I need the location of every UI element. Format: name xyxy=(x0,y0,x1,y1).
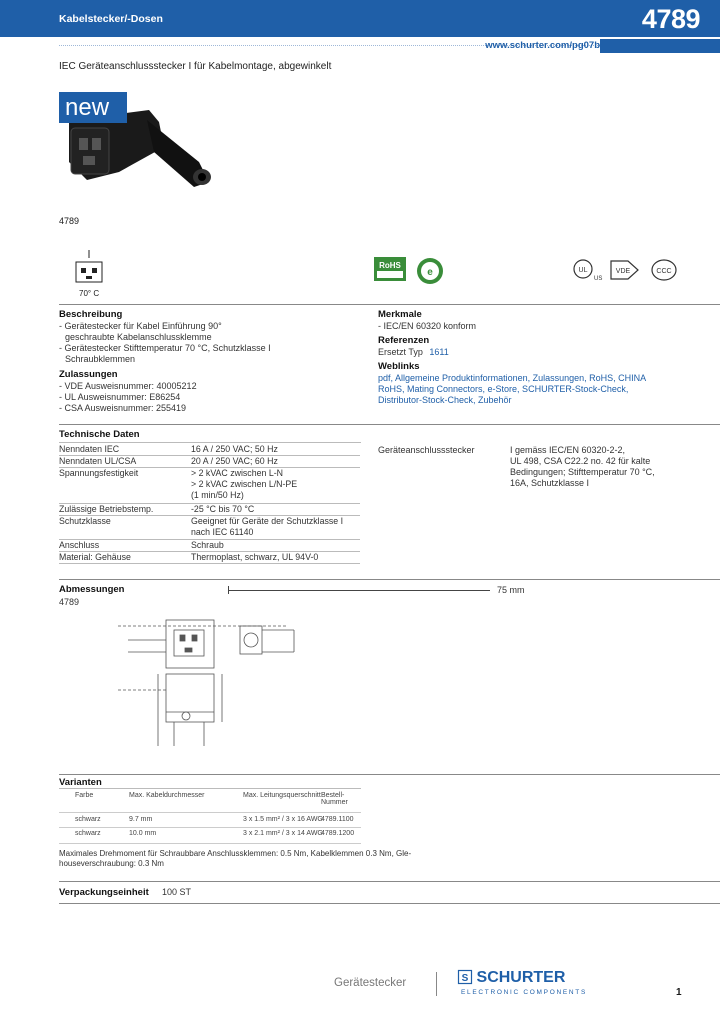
schurter-logo-icon xyxy=(458,970,472,984)
weblinks-heading: Weblinks xyxy=(378,361,420,372)
section-divider xyxy=(59,579,720,580)
merkmale-line: - IEC/EN 60320 konform xyxy=(378,321,477,331)
page-number: 1 xyxy=(676,987,682,998)
zulassungen-heading: Zulassungen xyxy=(59,369,118,380)
svg-text:UL: UL xyxy=(578,267,588,274)
table-divider xyxy=(59,788,361,789)
beschreibung-line: Schraubklemmen xyxy=(65,354,136,364)
table-row xyxy=(59,830,361,842)
cell: schwarz xyxy=(75,816,101,823)
tech-value: 20 A / 250 VAC; 60 Hz xyxy=(191,456,278,466)
tech-value: > 2 kVAC zwischen L-N xyxy=(191,468,283,478)
referenzen-line xyxy=(378,347,449,358)
page-subtitle: IEC Geräteanschlussstecker I für Kabelmontage, abgewinkelt xyxy=(59,61,332,72)
column-header: Max. Leitungsquerschnitt xyxy=(243,792,321,799)
referenzen-heading: Referenzen xyxy=(378,335,430,346)
section-divider xyxy=(59,903,720,904)
variants-note: Maximales Drehmoment für Schraubbare Anschlussklemmen: 0.5 Nm, Kabelklemmen 0.3 Nm, Gle- xyxy=(59,849,412,858)
tech-right-line: 16A, Schutzklasse I xyxy=(510,478,590,488)
tech-label: Schutzklasse xyxy=(59,516,111,526)
tech-label: Spannungsfestigkeit xyxy=(59,468,139,478)
technische-daten-heading: Technische Daten xyxy=(59,429,140,440)
column-header: Max. Kabeldurchmesser xyxy=(129,792,205,799)
url-bar xyxy=(0,39,720,53)
tech-row xyxy=(59,540,360,552)
weblinks-line[interactable]: Distributor-Stock-Check, Zubehör xyxy=(378,395,512,405)
product-code: 4789 xyxy=(59,216,80,226)
row-divider xyxy=(59,843,361,844)
cell: 10.0 mm xyxy=(129,830,157,837)
section-divider xyxy=(59,424,720,425)
weblinks-line[interactable]: pdf, Allgemeine Produktinformationen, Zulassungen, RoHS, CHINA xyxy=(378,373,647,383)
header-bar xyxy=(0,0,720,37)
schurter-logo xyxy=(458,970,565,985)
table-divider xyxy=(59,442,361,443)
zulassungen-line: - UL Ausweisnummer: E86254 xyxy=(59,392,181,402)
tech-label: Material: Gehäuse xyxy=(59,552,131,562)
abmessungen-heading: Abmessungen xyxy=(59,584,125,595)
footer-divider xyxy=(436,972,437,996)
tech-row xyxy=(59,504,360,516)
new-badge: new xyxy=(59,92,127,123)
variants-note: houseverschraubung: 0.3 Nm xyxy=(59,859,164,868)
svg-text:CCC: CCC xyxy=(656,268,672,275)
tech-right-line: I gemäss IEC/EN 60320-2-2, xyxy=(510,445,626,455)
beschreibung-heading: Beschreibung xyxy=(59,309,123,320)
row-divider xyxy=(59,812,361,813)
tech-right-label: Geräteanschlussstecker xyxy=(378,445,475,455)
class-temperature: 70° C xyxy=(79,289,100,298)
product-url-link[interactable]: www.schurter.com/pg07b xyxy=(485,40,600,51)
tech-row xyxy=(59,456,360,468)
tech-value: Geeignet für Geräte der Schutzklasse I xyxy=(191,516,344,526)
svg-text:US: US xyxy=(594,276,603,282)
category-title: Kabelstecker/-Dosen xyxy=(59,13,163,25)
order-number-link[interactable]: 4789.1200 xyxy=(321,830,355,837)
header-accent-band xyxy=(600,39,720,53)
dimension-drawing xyxy=(118,612,298,750)
tech-label: Zulässige Betriebstemp. xyxy=(59,504,154,514)
referenzen-prefix: Ersetzt Typ xyxy=(378,347,423,357)
section-divider xyxy=(59,881,720,882)
section-divider xyxy=(59,774,720,775)
cell: schwarz xyxy=(75,830,101,837)
scale-bar-tick xyxy=(228,586,229,594)
tech-value: -25 °C bis 70 °C xyxy=(191,504,255,514)
verpackung-label: Verpackungseinheit xyxy=(59,887,149,898)
tech-row xyxy=(59,552,360,564)
tech-value: > 2 kVAC zwischen L/N-PE xyxy=(191,479,298,489)
footer-category: Gerätestecker xyxy=(334,977,407,989)
china-rohs-icon xyxy=(414,257,446,285)
cell: 3 x 2.1 mm² / 3 x 14 AWG xyxy=(243,830,323,837)
svg-text:VDE: VDE xyxy=(615,268,631,275)
column-header: Bestell-Nummer xyxy=(321,792,348,806)
rohs-icon xyxy=(374,257,406,281)
tech-right-line: UL 498, CSA C22.2 no. 42 für kalte xyxy=(510,456,651,466)
tech-right-line: Bedingungen; Stifttemperatur 70 °C, xyxy=(510,467,655,477)
row-divider xyxy=(59,827,361,828)
tech-label: Nenndaten IEC xyxy=(59,444,120,454)
ccc-icon xyxy=(650,257,678,283)
abmessungen-code: 4789 xyxy=(59,597,80,607)
ul-csa-icon xyxy=(570,257,603,283)
cell: 3 x 1.5 mm² / 3 x 16 AWG xyxy=(243,816,323,823)
tech-value: Thermoplast, schwarz, UL 94V-0 xyxy=(191,552,319,562)
tech-label: Anschluss xyxy=(59,540,100,550)
referenz-link[interactable]: 1611 xyxy=(429,347,449,357)
brand-subtitle: ELECTRONIC COMPONENTS xyxy=(461,989,587,996)
tech-value: 16 A / 250 VAC; 50 Hz xyxy=(191,444,278,454)
variants-header-row xyxy=(59,792,361,804)
beschreibung-line: - Gerätestecker Stifttemperatur 70 °C, Schutzklasse I xyxy=(59,343,271,353)
zulassungen-line: - VDE Ausweisnummer: 40005212 xyxy=(59,381,197,391)
merkmale-heading: Merkmale xyxy=(378,309,422,320)
column-header: Farbe xyxy=(75,792,94,799)
svg-text:RoHS: RoHS xyxy=(379,261,401,270)
tech-row xyxy=(59,516,360,540)
product-number: 4789 xyxy=(641,4,700,34)
order-number-link[interactable]: 4789.1100 xyxy=(321,816,354,823)
beschreibung-line: - Gerätestecker für Kabel Einführung 90° xyxy=(59,321,222,331)
tech-row xyxy=(59,444,360,456)
scale-bar xyxy=(228,590,490,591)
connector-class-icon xyxy=(73,250,105,286)
svg-text:S: S xyxy=(461,973,469,984)
verpackung-value: 100 ST xyxy=(162,887,192,897)
tech-value: Schraub xyxy=(191,540,224,550)
tech-row xyxy=(59,468,360,504)
brand-name: SCHURTER xyxy=(476,969,566,986)
tech-label: Nenndaten UL/CSA xyxy=(59,456,137,466)
vde-icon xyxy=(608,257,642,283)
svg-text:e: e xyxy=(427,267,433,278)
cell: 9.7 mm xyxy=(129,816,153,823)
tech-value: nach IEC 61140 xyxy=(191,527,254,537)
scale-bar-label: 75 mm xyxy=(497,585,525,595)
section-divider xyxy=(59,304,720,305)
zulassungen-line: - CSA Ausweisnummer: 255419 xyxy=(59,403,187,413)
tech-value: (1 min/50 Hz) xyxy=(191,490,244,500)
weblinks-line[interactable]: RoHS, Mating Connectors, e-Store, SCHURTER-Stock-Check, xyxy=(378,384,629,394)
varianten-heading: Varianten xyxy=(59,777,102,788)
beschreibung-line: geschraubte Kabelanschlussklemme xyxy=(65,332,212,342)
